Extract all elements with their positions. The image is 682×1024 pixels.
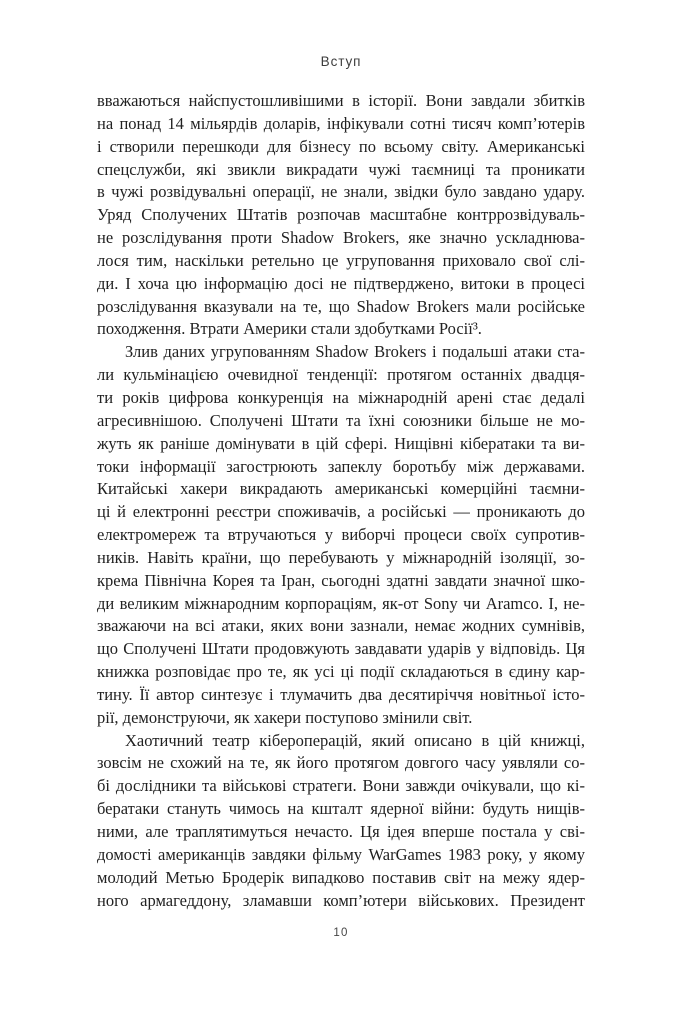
text-line: ди великим міжнародним корпораціям, як-от Sony чи Aramco. І, не- <box>97 593 585 613</box>
text-line: книжка розповідає про те, як усі ці події складаються в єдину кар- <box>97 662 585 682</box>
text-line: в чужі розвідувальні операції, не знали, звідки було завдано удару. <box>97 182 585 202</box>
text-line: лося тим, наскільки ретельно це угруповання приховало свої слі- <box>97 250 585 270</box>
text-line: Китайські хакери викрадають американські комерційні таємни- <box>97 479 585 499</box>
text-line: ти років цифрова конкуренція на міжнародній арені стає дедалі <box>97 387 585 407</box>
text-line: жуть як раніше домінувати в цій сфері. Нищівні кібератаки та ви- <box>97 433 585 453</box>
page-number: 10 <box>333 927 349 939</box>
text-line: тину. Її автор синтезує і тлумачить два десятиріччя новітньої істо- <box>97 684 585 704</box>
text-line: що Сполучені Штати продовжують завдавати ударів у відповідь. Ця <box>97 639 585 659</box>
text-line: бі дослідники та військові стратеги. Вони завжди очікували, що кі- <box>97 776 585 796</box>
text-line: Уряд Сполучених Штатів розпочав масштабне контррозвідуваль- <box>97 205 585 225</box>
text-line: Злив даних угрупованням Shadow Brokers і подальші атаки ста- <box>125 342 585 362</box>
text-line: агресивнішою. Сполучені Штати та їхні союзники більше не мо- <box>97 410 585 430</box>
text-line: зовсім не схожий на те, як його протягом довгого часу уявляли со- <box>97 753 585 773</box>
text-line: на понад 14 мільярдів доларів, інфікували сотні тисяч комп’ютерів <box>97 113 585 133</box>
text-line: вважаються найспустошливішими в історії. Вони завдали збитків <box>97 91 585 110</box>
text-line: крема Північна Корея та Іран, сьогодні здатні завдати значної шко- <box>97 570 585 590</box>
paragraph <box>97 730 585 913</box>
paragraph <box>97 90 585 341</box>
text-line: бератаки стануть чимось на кшталт ядерної війни: будуть нищів- <box>97 799 585 819</box>
text-line: ли кульмінацією очевидної тенденції: протягом останніх двадця- <box>97 365 585 385</box>
text-line: Хаотичний театр кібероперацій, який описано в цій книжці, <box>125 730 585 750</box>
text-line: спецслужби, які звикли викрадати чужі таємниці та проникати <box>97 159 585 179</box>
text-line: токи інформації загострюють запеклу боротьбу між державами. <box>97 456 585 476</box>
text-line: і створили перешкоди для бізнесу по всьому світу. Американські <box>97 136 585 156</box>
text-line: не розслідування проти Shadow Brokers, яке значно ускладнюва- <box>97 228 585 248</box>
text-line: ди. І хоча цю інформацію досі не підтверджено, витоки в процесі <box>97 273 585 293</box>
text-line: ників. Навіть країни, що перебувають у міжнародній ізоляції, зо- <box>97 547 585 567</box>
text-line: домості американців завдяки фільму WarGames 1983 року, у якому <box>97 844 585 864</box>
text-line: ними, але траплятимуться нечасто. Ця ідея вперше постала у сві- <box>97 822 585 841</box>
chapter-running-head: Вступ <box>320 54 362 69</box>
text-line: ного армагеддону, зламавши комп’ютери військових. Президент <box>97 890 585 910</box>
text-line: рії, демонструючи, як хакери поступово змінили світ. <box>97 707 473 727</box>
text-line: розслідування вказували на те, що Shadow Brokers мали російське <box>97 296 585 316</box>
paragraph <box>97 341 585 729</box>
body-text-block <box>97 90 585 912</box>
text-line: молодий Метью Бродерік випадково поставив світ на межу ядер- <box>97 867 585 887</box>
text-line: походження. Втрати Америки стали здобутками Росії³. <box>97 319 482 339</box>
text-line: електромереж та втручаються у виборчі процеси своїх супротив- <box>97 525 585 545</box>
text-line: зважаючи на всі атаки, яких вони зазнали, немає жодних сумнівів, <box>97 616 585 636</box>
text-line: ці й електронні реєстри споживачів, а російські — проникають до <box>97 502 585 522</box>
